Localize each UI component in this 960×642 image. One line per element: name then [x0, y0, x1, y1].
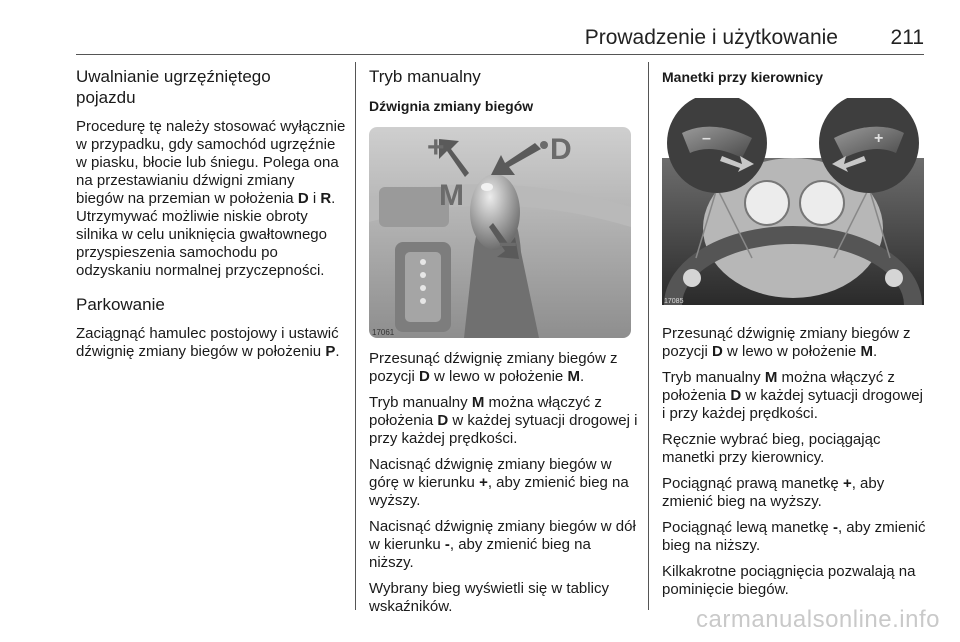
column-2: [369, 66, 639, 624]
paragraph-paddles-2: Tryb manualny M można włączyć z położenia D w każdej sytuacji drogowej i przy każdej prędkości.: [662, 369, 923, 422]
paragraph-manual-3: Nacisnąć dźwignię zmiany biegów w górę w kierunku +, aby zmienić bieg na wyższy.: [369, 456, 629, 509]
subheading-paddles: Manetki przy kierownicy: [662, 69, 824, 85]
paragraph-manual-1: Przesunąć dźwignię zmiany biegów z pozycji D w lewo w położenie M.: [369, 350, 618, 385]
column-1: [76, 66, 346, 369]
gear-lever-figure: [369, 127, 631, 338]
fig-label-d: D: [550, 133, 572, 166]
gear-lever-illustration: [369, 127, 631, 338]
column-divider-2: [648, 62, 649, 610]
paddle-plus-label: +: [874, 130, 884, 147]
steering-paddles-illustration: [662, 98, 924, 305]
header-title: Prowadzenie i użytkowanie: [584, 26, 838, 49]
fig-label-m: M: [439, 179, 464, 212]
paragraph-paddles-1: Przesunąć dźwignię zmiany biegów z pozycji D w lewo w położenie M.: [662, 325, 911, 360]
paddles-figure: [662, 98, 924, 305]
section-heading-manual-mode: Tryb manualny: [369, 67, 481, 86]
paragraph-parking: Zaciągnąć hamulec postojowy i ustawić dźwignię zmiany biegów w położeniu P.: [76, 325, 340, 360]
figure-id: 17061: [372, 328, 395, 337]
section-heading-parking: Parkowanie: [76, 295, 165, 314]
fig-label-minus: –: [499, 224, 517, 260]
column-divider-1: [355, 62, 356, 610]
paragraph-paddles-6: Kilkakrotne pociągnięcia pozwalają na pominięcie biegów.: [662, 563, 916, 598]
column-3: [662, 66, 930, 607]
header-rule: [76, 54, 924, 55]
page-header: [76, 26, 924, 52]
paragraph-manual-2: Tryb manualny M można włączyć z położenia D w każdej sytuacji drogowej i przy każdej prędkości.: [369, 394, 638, 447]
section-heading-stuck-vehicle: Uwalnianie ugrzęźniętego pojazdu: [76, 67, 271, 107]
paragraph-paddles-4: Pociągnąć prawą manetkę +, aby zmienić bieg na wyższy.: [662, 475, 885, 510]
paragraph-manual-5: Wybrany bieg wyświetli się w tablicy wskaźników.: [369, 580, 609, 615]
paragraph-paddles-5: Pociągnąć lewą manetkę -, aby zmienić bieg na niższy.: [662, 519, 926, 554]
watermark: carmanualsonline.info: [696, 606, 940, 633]
paragraph-stuck-vehicle: Procedurę tę należy stosować wyłącznie w przypadku, gdy samochód ugrzęźnie w piasku, błocie lub śniegu. Polega ona na przestawianiu dźwigni zmiany biegów na przemian w położenia D i R. Utrzymywać możliwie niskie obroty silnika w celu uniknięcia gwałtownego przyspieszenia samochodu po odzyskaniu normalnej przyczepności.: [76, 118, 346, 279]
paragraph-paddles-3: Ręcznie wybrać bieg, pociągając manetki przy kierownicy.: [662, 431, 881, 466]
paragraph-manual-4: Nacisnąć dźwignię zmiany biegów w dół w kierunku -, aby zmienić bieg na niższy.: [369, 518, 636, 571]
figure-id: 17085: [664, 298, 684, 305]
subheading-gear-lever: Dźwignia zmiany biegów: [369, 98, 534, 114]
fig-label-plus: +: [427, 131, 445, 164]
paddle-minus-label: –: [702, 130, 711, 147]
page-number: 211: [890, 26, 924, 49]
